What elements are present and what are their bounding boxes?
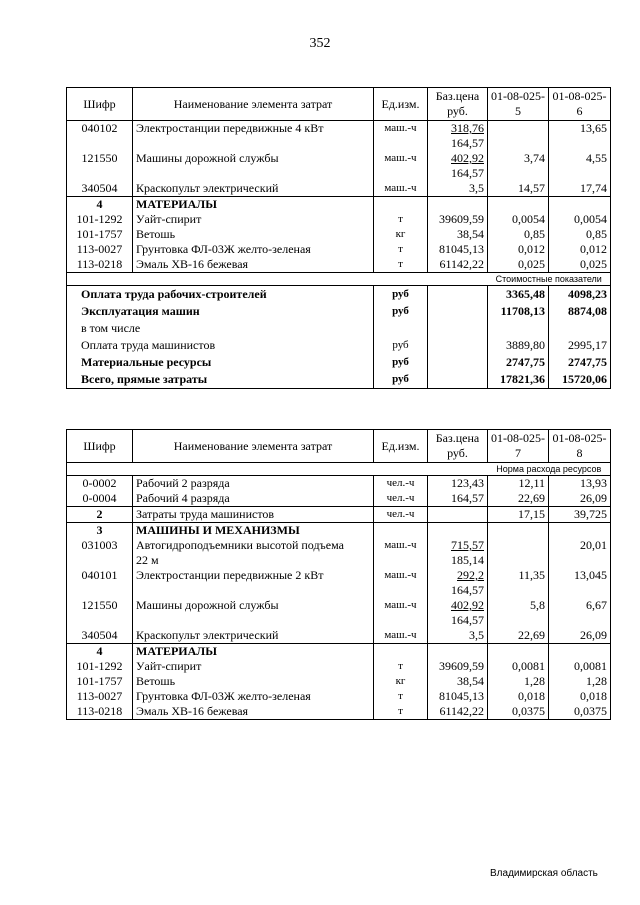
row-code: 121550 [67, 151, 133, 181]
row-unit: чел.-ч [374, 476, 428, 492]
table-header [67, 88, 611, 121]
empty-cell [374, 320, 428, 337]
region-footer: Владимирская область [490, 868, 598, 879]
empty-cell [428, 523, 488, 539]
row-price: 38,54 [428, 674, 488, 689]
empty-cell [374, 644, 428, 660]
row-code: 040101 [67, 568, 133, 598]
row-name: Эмаль ХВ-16 бежевая [133, 704, 374, 720]
summary-unit: руб [374, 354, 428, 371]
row-code: 121550 [67, 598, 133, 628]
empty-cell [428, 197, 488, 213]
summary-unit: руб [374, 286, 428, 304]
empty-cell [428, 320, 488, 337]
section-name: МАТЕРИАЛЫ [133, 197, 374, 213]
row-unit: т [374, 659, 428, 674]
row-code: 040102 [67, 121, 133, 152]
row-unit: маш.-ч [374, 151, 428, 181]
row-value-5: 12,11 [488, 476, 549, 492]
row-unit: маш.-ч [374, 598, 428, 628]
row-unit: кг [374, 227, 428, 242]
empty-cell [428, 644, 488, 660]
row-unit: чел.-ч [374, 507, 428, 523]
row-code: 113-0027 [67, 242, 133, 257]
row-value-5: 22,69 [488, 491, 549, 507]
row-value-6: 17,74 [549, 181, 611, 197]
row-name-line2: 22 м [136, 553, 159, 567]
empty-cell [428, 303, 488, 320]
section-row-machines [67, 523, 611, 539]
row-code: 101-1757 [67, 674, 133, 689]
summary-value-5: 3889,80 [488, 337, 549, 354]
row-price [428, 538, 488, 568]
summary-value-6: 4098,23 [549, 286, 611, 304]
empty-cell [488, 644, 549, 660]
row-value-6: 20,01 [549, 538, 611, 568]
caption-row [67, 463, 611, 476]
row-value-5: 0,025 [488, 257, 549, 273]
resource-table-2 [66, 429, 611, 720]
row-name [133, 538, 374, 568]
row-name: Ветошь [133, 674, 374, 689]
row-price: 3,5 [428, 181, 488, 197]
summary-name: в том числе [67, 320, 374, 337]
row-unit: т [374, 704, 428, 720]
row-name-line1: Автогидроподъемники высотой подъема [136, 538, 344, 552]
row-value-5: 0,012 [488, 242, 549, 257]
summary-row [67, 354, 611, 371]
row-value-5: 17,15 [488, 507, 549, 523]
row-name: Ветошь [133, 227, 374, 242]
row-value-5: 0,018 [488, 689, 549, 704]
section-row-machinists [67, 507, 611, 523]
summary-value-5: 2747,75 [488, 354, 549, 371]
empty-cell [549, 197, 611, 213]
summary-name: Оплата труда машинистов [67, 337, 374, 354]
summary-value-6: 2747,75 [549, 354, 611, 371]
empty-cell [428, 354, 488, 371]
price-value: 292,2 [457, 568, 484, 582]
empty-cell [374, 523, 428, 539]
table-row [67, 628, 611, 644]
empty-cell [549, 320, 611, 337]
table-row [67, 659, 611, 674]
row-name: Электростанции передвижные 2 кВт [133, 568, 374, 598]
row-value-6: 0,0054 [549, 212, 611, 227]
page-number: 352 [309, 36, 331, 51]
row-price: 38,54 [428, 227, 488, 242]
cost-indicators-caption: Стоимостные показатели [488, 273, 611, 286]
table-row [67, 476, 611, 492]
empty-cell [374, 197, 428, 213]
table-header [67, 430, 611, 463]
row-value-5: 14,57 [488, 181, 549, 197]
row-unit: маш.-ч [374, 628, 428, 644]
row-name: Краскопульт электрический [133, 628, 374, 644]
row-code: 0-0002 [67, 476, 133, 492]
row-name: Эмаль ХВ-16 бежевая [133, 257, 374, 273]
row-unit: т [374, 212, 428, 227]
row-name: Машины дорожной службы [133, 598, 374, 628]
row-name: Грунтовка ФЛ-03Ж желто-зеленая [133, 689, 374, 704]
empty-cell [549, 523, 611, 539]
row-unit: т [374, 257, 428, 273]
row-unit: т [374, 689, 428, 704]
price-salary: 164,57 [451, 136, 484, 150]
caption-row [67, 273, 611, 286]
empty-cell [428, 337, 488, 354]
price-salary: 164,57 [451, 583, 484, 597]
section-name: Затраты труда машинистов [133, 507, 374, 523]
row-code: 113-0218 [67, 257, 133, 273]
row-value-6: 13,65 [549, 121, 611, 152]
section-name: МАШИНЫ И МЕХАНИЗМЫ [133, 523, 374, 539]
row-value-5: 11,35 [488, 568, 549, 598]
row-unit: т [374, 242, 428, 257]
price-salary: 164,57 [451, 613, 484, 627]
row-price: 123,43 [428, 476, 488, 492]
price-value: 318,76 [451, 121, 484, 135]
row-unit: маш.-ч [374, 538, 428, 568]
table-row [67, 704, 611, 720]
header-name: Наименование элемента затрат [133, 88, 374, 121]
table-row [67, 257, 611, 273]
row-code: 0-0004 [67, 491, 133, 507]
row-unit: маш.-ч [374, 181, 428, 197]
row-value-6: 1,28 [549, 674, 611, 689]
row-code: 101-1292 [67, 659, 133, 674]
row-value-6: 4,55 [549, 151, 611, 181]
section-row-materials [67, 197, 611, 213]
table-row [67, 181, 611, 197]
empty-cell [549, 644, 611, 660]
summary-name: Оплата труда рабочих-строителей [67, 286, 374, 304]
empty-cell [67, 273, 488, 286]
empty-cell [488, 523, 549, 539]
row-value-6: 26,09 [549, 491, 611, 507]
summary-value-5: 17821,36 [488, 371, 549, 389]
row-code: 113-0027 [67, 689, 133, 704]
row-name: Краскопульт электрический [133, 181, 374, 197]
row-unit: кг [374, 674, 428, 689]
summary-value-6: 15720,06 [549, 371, 611, 389]
section-code: 3 [67, 523, 133, 539]
summary-unit: руб [374, 337, 428, 354]
section-code: 4 [67, 644, 133, 660]
row-name: Грунтовка ФЛ-03Ж желто-зеленая [133, 242, 374, 257]
price-salary: 185,14 [451, 553, 484, 567]
summary-value-5: 3365,48 [488, 286, 549, 304]
header-col6: 01-08-025-8 [549, 430, 611, 463]
row-value-5 [488, 121, 549, 152]
row-price [428, 598, 488, 628]
row-value-6: 0,018 [549, 689, 611, 704]
summary-row [67, 371, 611, 389]
table-row [67, 598, 611, 628]
table-row [67, 242, 611, 257]
section-code: 4 [67, 197, 133, 213]
row-price: 3,5 [428, 628, 488, 644]
summary-name: Материальные ресурсы [67, 354, 374, 371]
header-col5: 01-08-025-7 [488, 430, 549, 463]
table-row [67, 568, 611, 598]
row-price: 164,57 [428, 491, 488, 507]
header-code: Шифр [67, 88, 133, 121]
row-value-6: 0,0375 [549, 704, 611, 720]
table-row [67, 121, 611, 152]
empty-cell [488, 320, 549, 337]
row-value-6: 39,725 [549, 507, 611, 523]
row-value-6: 0,025 [549, 257, 611, 273]
empty-cell [488, 197, 549, 213]
section-row-materials [67, 644, 611, 660]
empty-cell [428, 286, 488, 304]
row-value-6: 6,67 [549, 598, 611, 628]
row-name: Рабочий 2 разряда [133, 476, 374, 492]
summary-value-6: 8874,08 [549, 303, 611, 320]
table-row [67, 491, 611, 507]
table-row [67, 151, 611, 181]
summary-value-6: 2995,17 [549, 337, 611, 354]
header-col5: 01-08-025-5 [488, 88, 549, 121]
table-row [67, 689, 611, 704]
row-name: Рабочий 4 разряда [133, 491, 374, 507]
row-value-6: 13,93 [549, 476, 611, 492]
price-salary: 164,57 [451, 166, 484, 180]
section-name: МАТЕРИАЛЫ [133, 644, 374, 660]
row-code: 101-1757 [67, 227, 133, 242]
summary-row [67, 337, 611, 354]
row-name: Уайт-спирит [133, 212, 374, 227]
table-row [67, 538, 611, 568]
table-row [67, 212, 611, 227]
row-price [428, 568, 488, 598]
summary-unit: руб [374, 303, 428, 320]
row-value-5: 3,74 [488, 151, 549, 181]
header-unit: Ед.изм. [374, 430, 428, 463]
header-unit: Ед.изм. [374, 88, 428, 121]
row-code: 340504 [67, 628, 133, 644]
price-value: 715,57 [451, 538, 484, 552]
header-price: Баз.цена руб. [428, 430, 488, 463]
row-price: 39609,59 [428, 659, 488, 674]
summary-unit: руб [374, 371, 428, 389]
empty-cell [67, 463, 488, 476]
table-row [67, 227, 611, 242]
row-value-5: 0,85 [488, 227, 549, 242]
row-price: 61142,22 [428, 704, 488, 720]
header-col6: 01-08-025-6 [549, 88, 611, 121]
summary-row [67, 320, 611, 337]
row-price [428, 151, 488, 181]
row-value-5: 5,8 [488, 598, 549, 628]
empty-cell [428, 507, 488, 523]
row-unit: маш.-ч [374, 121, 428, 152]
row-value-6: 0,0081 [549, 659, 611, 674]
row-value-5 [488, 538, 549, 568]
row-value-6: 0,85 [549, 227, 611, 242]
row-code: 101-1292 [67, 212, 133, 227]
row-value-6: 0,012 [549, 242, 611, 257]
header-price: Баз.цена руб. [428, 88, 488, 121]
row-value-6: 26,09 [549, 628, 611, 644]
row-price: 39609,59 [428, 212, 488, 227]
row-value-5: 0,0375 [488, 704, 549, 720]
row-value-5: 1,28 [488, 674, 549, 689]
row-code: 340504 [67, 181, 133, 197]
summary-row [67, 286, 611, 304]
row-price [428, 121, 488, 152]
row-price: 81045,13 [428, 242, 488, 257]
empty-cell [428, 371, 488, 389]
price-value: 402,92 [451, 598, 484, 612]
row-price: 81045,13 [428, 689, 488, 704]
price-value: 402,92 [451, 151, 484, 165]
summary-value-5: 11708,13 [488, 303, 549, 320]
resource-norm-caption: Норма расхода ресурсов [488, 463, 611, 476]
row-code: 113-0218 [67, 704, 133, 720]
header-code: Шифр [67, 430, 133, 463]
header-name: Наименование элемента затрат [133, 430, 374, 463]
summary-row [67, 303, 611, 320]
row-unit: чел.-ч [374, 491, 428, 507]
row-value-5: 0,0081 [488, 659, 549, 674]
section-code: 2 [67, 507, 133, 523]
row-code: 031003 [67, 538, 133, 568]
row-name: Уайт-спирит [133, 659, 374, 674]
table-row [67, 674, 611, 689]
row-value-6: 13,045 [549, 568, 611, 598]
row-name: Машины дорожной службы [133, 151, 374, 181]
summary-name: Всего, прямые затраты [67, 371, 374, 389]
row-value-5: 0,0054 [488, 212, 549, 227]
resource-table-1 [66, 87, 611, 389]
row-name: Электростанции передвижные 4 кВт [133, 121, 374, 152]
summary-name: Эксплуатация машин [67, 303, 374, 320]
row-price: 61142,22 [428, 257, 488, 273]
row-value-5: 22,69 [488, 628, 549, 644]
row-unit: маш.-ч [374, 568, 428, 598]
